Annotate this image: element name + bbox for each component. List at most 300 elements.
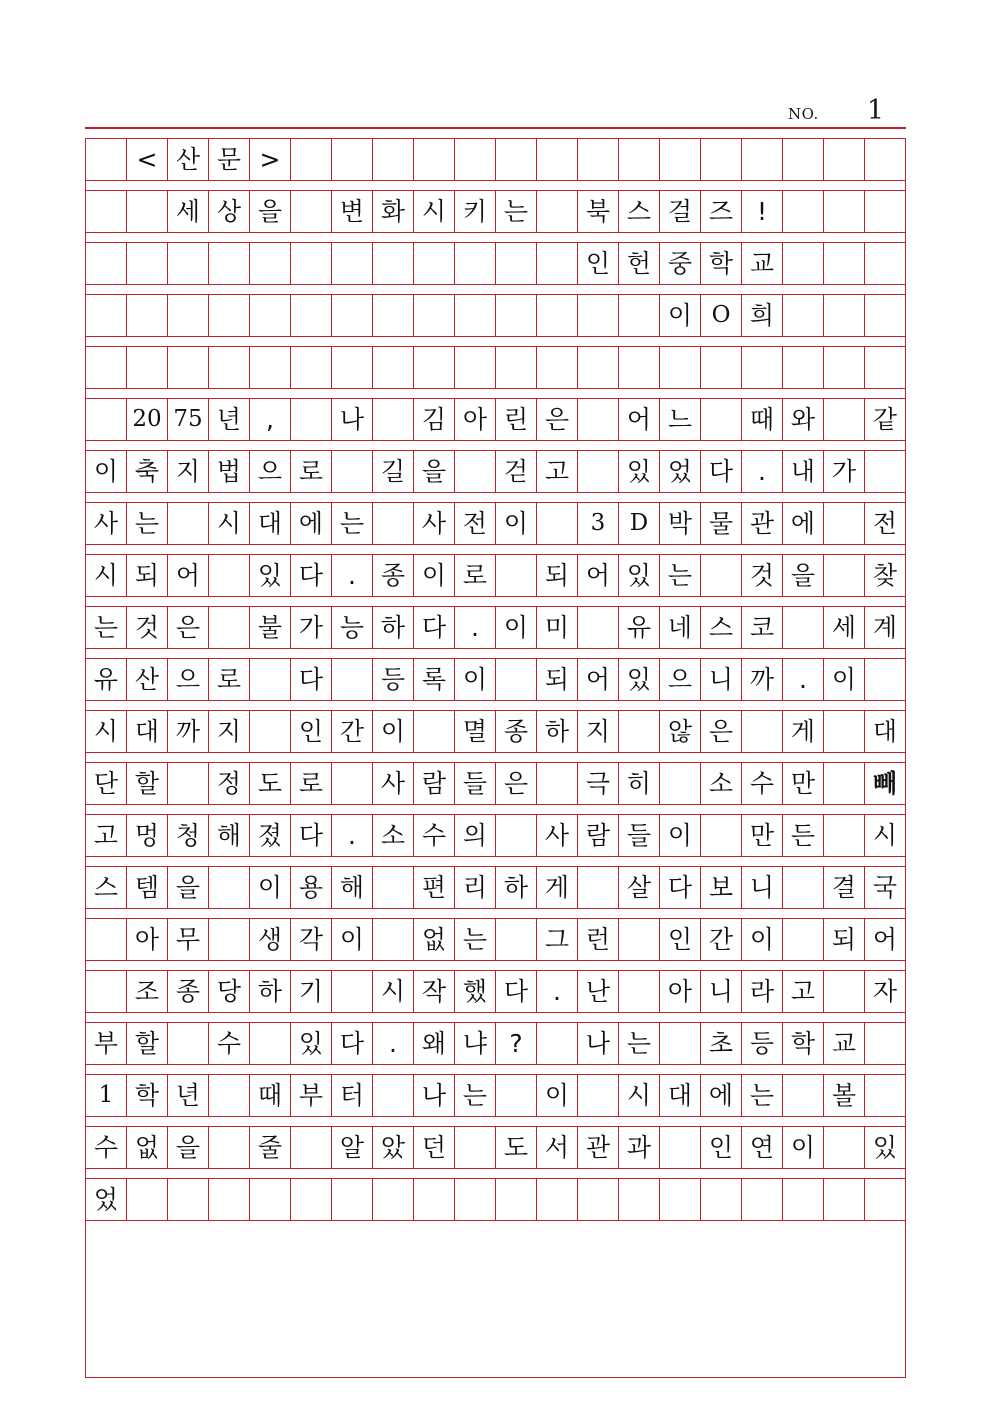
manuscript-cell: 로 [209, 659, 250, 700]
manuscript-row-separator [85, 181, 906, 190]
manuscript-cell: 헌 [619, 243, 660, 284]
manuscript-cell: 종 [373, 555, 414, 596]
manuscript-cell: 다 [291, 659, 332, 700]
manuscript-cell: O [701, 295, 742, 336]
manuscript-cell: 리 [455, 867, 496, 908]
manuscript-cell: 내 [783, 451, 824, 492]
manuscript-cell [619, 295, 660, 336]
manuscript-cell [127, 191, 168, 232]
manuscript-cell: 생 [250, 919, 291, 960]
manuscript-cell: 볼 [824, 1075, 865, 1116]
manuscript-cell [168, 503, 209, 544]
manuscript-cell: 히 [619, 763, 660, 804]
manuscript-cell: 사 [373, 763, 414, 804]
manuscript-cell [865, 295, 905, 336]
manuscript-row [85, 970, 906, 1013]
manuscript-cell: 있 [619, 659, 660, 700]
manuscript-cell: 은 [168, 607, 209, 648]
manuscript-cell [455, 139, 496, 180]
manuscript-row-separator [85, 233, 906, 242]
manuscript-cell: 등 [373, 659, 414, 700]
manuscript-cell [537, 1179, 578, 1220]
manuscript-cell [865, 451, 905, 492]
manuscript-cell [660, 139, 701, 180]
manuscript-cell [291, 1179, 332, 1220]
manuscript-cell: 멍 [127, 815, 168, 856]
manuscript-cell: . [537, 971, 578, 1012]
manuscript-cell: 소 [701, 763, 742, 804]
manuscript-cell: 법 [209, 451, 250, 492]
manuscript-cell [783, 295, 824, 336]
manuscript-cell: 연 [742, 1127, 783, 1168]
manuscript-cell [455, 295, 496, 336]
manuscript-cell: 았 [373, 1127, 414, 1168]
manuscript-cell: 을 [168, 1127, 209, 1168]
manuscript-cell: 들 [455, 763, 496, 804]
manuscript-cell: 스 [619, 191, 660, 232]
manuscript-cell [291, 139, 332, 180]
manuscript-cell [455, 1127, 496, 1168]
manuscript-cell: 되 [824, 919, 865, 960]
manuscript-cell: 했 [455, 971, 496, 1012]
manuscript-cell [86, 243, 127, 284]
manuscript-cell [578, 399, 619, 440]
manuscript-cell [86, 191, 127, 232]
manuscript-cell [209, 607, 250, 648]
manuscript-cell [496, 1075, 537, 1116]
manuscript-row-separator [85, 961, 906, 970]
manuscript-cell: 이 [332, 919, 373, 960]
manuscript-cell: 조 [127, 971, 168, 1012]
manuscript-cell: 아 [455, 399, 496, 440]
manuscript-cell: 전 [455, 503, 496, 544]
manuscript-cell: 수 [414, 815, 455, 856]
manuscript-cell: 부 [86, 1023, 127, 1064]
manuscript-cell: 계 [872, 613, 898, 642]
manuscript-cell: 스 [86, 867, 127, 908]
manuscript-cell [496, 555, 537, 596]
manuscript-cell: 변 [332, 191, 373, 232]
manuscript-cell: 가 [291, 607, 332, 648]
manuscript-cell: 청 [168, 815, 209, 856]
page-header [85, 95, 906, 126]
manuscript-row-separator [85, 597, 906, 606]
manuscript-cell: 그 [537, 919, 578, 960]
manuscript-cell [824, 1127, 865, 1168]
manuscript-row-separator [85, 285, 906, 294]
manuscript-cell [660, 763, 701, 804]
manuscript-cell [209, 295, 250, 336]
manuscript-cell [824, 347, 865, 388]
manuscript-cell [537, 139, 578, 180]
manuscript-cell: 같 [872, 405, 898, 434]
manuscript-cell: 코 [742, 607, 783, 648]
manuscript-row [85, 554, 906, 597]
manuscript-cell: 가 [824, 451, 865, 492]
manuscript-cell [824, 971, 865, 1012]
manuscript-cell: 시 [86, 711, 127, 752]
manuscript-cell: 는 [332, 503, 373, 544]
manuscript-cell [455, 243, 496, 284]
manuscript-cell: 미 [537, 607, 578, 648]
manuscript-cell [783, 243, 824, 284]
manuscript-row-separator [85, 441, 906, 450]
manuscript-cell [455, 347, 496, 388]
manuscript-row-separator [85, 545, 906, 554]
manuscript-cell: 니 [701, 659, 742, 700]
manuscript-row [85, 294, 906, 337]
manuscript-cell: 중 [660, 243, 701, 284]
manuscript-cell: 세 [168, 191, 209, 232]
manuscript-cell: 인 [701, 1127, 742, 1168]
manuscript-grid [85, 138, 906, 1378]
manuscript-cell: 무 [168, 919, 209, 960]
manuscript-cell [86, 919, 127, 960]
manuscript-cell [332, 295, 373, 336]
manuscript-cell [250, 711, 291, 752]
manuscript-cell [373, 243, 414, 284]
manuscript-cell [373, 867, 414, 908]
manuscript-row [85, 710, 906, 753]
manuscript-row-separator [85, 389, 906, 398]
manuscript-cell: 정 [209, 763, 250, 804]
manuscript-cell: 다 [414, 607, 455, 648]
manuscript-cell: 자 [872, 977, 898, 1006]
manuscript-row-separator [85, 909, 906, 918]
manuscript-cell [496, 919, 537, 960]
manuscript-cell [537, 763, 578, 804]
manuscript-cell: 아 [127, 919, 168, 960]
manuscript-cell [824, 243, 865, 284]
manuscript-cell: 을 [414, 451, 455, 492]
manuscript-row-separator [85, 805, 906, 814]
manuscript-cell [291, 243, 332, 284]
manuscript-cell: 없 [127, 1127, 168, 1168]
manuscript-row [85, 866, 906, 909]
manuscript-cell: 북 [578, 191, 619, 232]
manuscript-cell [209, 347, 250, 388]
manuscript-cell: 고 [86, 815, 127, 856]
manuscript-cell: 작 [414, 971, 455, 1012]
manuscript-cell: 으 [168, 659, 209, 700]
manuscript-cell [824, 555, 865, 596]
manuscript-cell: 의 [455, 815, 496, 856]
manuscript-cell: 난 [578, 971, 619, 1012]
manuscript-cell [496, 295, 537, 336]
manuscript-cell: 지 [168, 451, 209, 492]
manuscript-cell [250, 243, 291, 284]
manuscript-row [85, 138, 906, 181]
manuscript-cell [373, 503, 414, 544]
manuscript-cell: 년 [168, 1075, 209, 1116]
manuscript-cell: 는 [742, 1075, 783, 1116]
manuscript-cell [701, 399, 742, 440]
manuscript-cell: 시 [414, 191, 455, 232]
page-number-value: 1 [866, 95, 884, 126]
manuscript-cell: 까 [168, 711, 209, 752]
manuscript-cell: 해 [209, 815, 250, 856]
manuscript-cell: 축 [127, 451, 168, 492]
manuscript-cell: 기 [291, 971, 332, 1012]
manuscript-cell: 키 [455, 191, 496, 232]
manuscript-cell [865, 347, 905, 388]
manuscript-cell [250, 347, 291, 388]
manuscript-row [85, 502, 906, 545]
manuscript-cell [291, 1127, 332, 1168]
manuscript-cell [455, 451, 496, 492]
manuscript-cell: 을 [168, 867, 209, 908]
manuscript-cell [250, 1179, 291, 1220]
manuscript-cell: 린 [496, 399, 537, 440]
manuscript-cell [168, 1023, 209, 1064]
manuscript-cell [824, 1179, 865, 1220]
manuscript-cell [373, 919, 414, 960]
manuscript-cell [209, 555, 250, 596]
manuscript-cell: 학 [701, 243, 742, 284]
manuscript-cell [619, 139, 660, 180]
manuscript-cell: 있 [291, 1023, 332, 1064]
manuscript-cell: 은 [701, 711, 742, 752]
manuscript-cell [865, 659, 905, 700]
manuscript-cell: 이 [660, 295, 701, 336]
manuscript-cell [332, 763, 373, 804]
manuscript-cell [86, 347, 127, 388]
manuscript-cell: 산 [168, 139, 209, 180]
manuscript-cell [291, 347, 332, 388]
manuscript-cell: 으 [250, 451, 291, 492]
manuscript-cell [824, 295, 865, 336]
manuscript-cell: 간 [332, 711, 373, 752]
manuscript-cell: 길 [373, 451, 414, 492]
manuscript-cell [824, 191, 865, 232]
manuscript-cell: 은 [496, 763, 537, 804]
manuscript-cell: 용 [291, 867, 332, 908]
manuscript-cell: 대 [250, 503, 291, 544]
manuscript-cell: 대 [872, 717, 898, 746]
manuscript-cell: 있 [619, 451, 660, 492]
manuscript-cell: 문 [209, 139, 250, 180]
manuscript-cell: 인 [578, 243, 619, 284]
manuscript-row [85, 658, 906, 701]
manuscript-cell: 나 [578, 1023, 619, 1064]
manuscript-cell: 는 [86, 607, 127, 648]
manuscript-cell: 유 [86, 659, 127, 700]
manuscript-cell: 극 [578, 763, 619, 804]
manuscript-cell [127, 295, 168, 336]
manuscript-cell [537, 295, 578, 336]
manuscript-cell: 고 [537, 451, 578, 492]
manuscript-cell [578, 1179, 619, 1220]
manuscript-cell: 이 [496, 607, 537, 648]
manuscript-cell: 어 [578, 555, 619, 596]
manuscript-cell: 인 [291, 711, 332, 752]
manuscript-cell [414, 295, 455, 336]
manuscript-cell: 소 [373, 815, 414, 856]
manuscript-cell: 편 [414, 867, 455, 908]
manuscript-cell: 국 [872, 873, 898, 902]
manuscript-cell [865, 191, 905, 232]
manuscript-cell: 보 [701, 867, 742, 908]
manuscript-cell: 사 [414, 503, 455, 544]
manuscript-cell: 는 [455, 1075, 496, 1116]
header-divider-rule [85, 127, 906, 129]
manuscript-cell [865, 139, 905, 180]
manuscript-cell: 김 [414, 399, 455, 440]
manuscript-cell: 시 [209, 503, 250, 544]
manuscript-cell [783, 867, 824, 908]
manuscript-cell: 에 [291, 503, 332, 544]
manuscript-cell [537, 503, 578, 544]
manuscript-cell: 는 [455, 919, 496, 960]
manuscript-cell: 과 [619, 1127, 660, 1168]
manuscript-cell: 걸 [660, 191, 701, 232]
manuscript-cell: D [619, 503, 660, 544]
manuscript-cell: 수 [742, 763, 783, 804]
manuscript-cell [865, 1179, 905, 1220]
manuscript-cell [619, 971, 660, 1012]
manuscript-row-separator [85, 649, 906, 658]
manuscript-cell: 줄 [250, 1127, 291, 1168]
manuscript-cell: 이 [783, 1127, 824, 1168]
manuscript-cell [865, 1023, 905, 1064]
manuscript-cell: 관 [742, 503, 783, 544]
manuscript-cell [783, 347, 824, 388]
manuscript-cell [578, 1075, 619, 1116]
manuscript-cell: 에 [701, 1075, 742, 1116]
manuscript-cell [578, 139, 619, 180]
manuscript-cell: 었 [86, 1179, 127, 1220]
manuscript-cell: 시 [86, 555, 127, 596]
manuscript-cell: 왜 [414, 1023, 455, 1064]
manuscript-cell [824, 399, 865, 440]
manuscript-cell: 20 [127, 399, 168, 440]
manuscript-cell: 도 [250, 763, 291, 804]
manuscript-cell: 학 [783, 1023, 824, 1064]
manuscript-cell: 산 [127, 659, 168, 700]
manuscript-cell: 되 [537, 555, 578, 596]
manuscript-cell [127, 243, 168, 284]
manuscript-cell [414, 711, 455, 752]
manuscript-cell: 나 [414, 1075, 455, 1116]
manuscript-cell: 람 [414, 763, 455, 804]
manuscript-cell: 능 [332, 607, 373, 648]
manuscript-cell: 상 [209, 191, 250, 232]
manuscript-cell [824, 815, 865, 856]
manuscript-cell [824, 139, 865, 180]
manuscript-cell: 이 [250, 867, 291, 908]
manuscript-cell: 네 [660, 607, 701, 648]
manuscript-cell: 박 [660, 503, 701, 544]
manuscript-cell: 단 [86, 763, 127, 804]
manuscript-cell: 유 [619, 607, 660, 648]
manuscript-row [85, 814, 906, 857]
manuscript-cell: 이 [455, 659, 496, 700]
manuscript-cell: 것 [127, 607, 168, 648]
manuscript-cell: 세 [824, 607, 865, 648]
manuscript-cell [783, 1179, 824, 1220]
manuscript-cell [824, 503, 865, 544]
manuscript-cell [291, 295, 332, 336]
manuscript-cell [496, 243, 537, 284]
manuscript-cell: 게 [783, 711, 824, 752]
manuscript-cell [332, 347, 373, 388]
manuscript-cell [537, 243, 578, 284]
manuscript-cell: 이 [373, 711, 414, 752]
manuscript-cell: 라 [742, 971, 783, 1012]
manuscript-cell [373, 399, 414, 440]
manuscript-cell: 다 [291, 555, 332, 596]
manuscript-row [85, 606, 906, 649]
manuscript-cell: 다 [291, 815, 332, 856]
manuscript-cell: 템 [127, 867, 168, 908]
manuscript-cell: ! [742, 191, 783, 232]
manuscript-cell [783, 139, 824, 180]
manuscript-cell [660, 1023, 701, 1064]
manuscript-cell: . [783, 659, 824, 700]
manuscript-cell: > [250, 139, 291, 180]
manuscript-cell [701, 347, 742, 388]
manuscript-row [85, 1074, 906, 1117]
manuscript-cell [496, 815, 537, 856]
manuscript-cell: 와 [783, 399, 824, 440]
manuscript-cell: 당 [209, 971, 250, 1012]
manuscript-cell: 멸 [455, 711, 496, 752]
manuscript-cell [537, 347, 578, 388]
manuscript-cell: 할 [127, 763, 168, 804]
manuscript-cell [209, 243, 250, 284]
manuscript-cell [209, 1179, 250, 1220]
manuscript-cell: 는 [619, 1023, 660, 1064]
manuscript-cell: 도 [496, 1127, 537, 1168]
manuscript-cell: 까 [742, 659, 783, 700]
manuscript-cell: 사 [537, 815, 578, 856]
manuscript-cell: 다 [332, 1023, 373, 1064]
manuscript-cell: 을 [783, 555, 824, 596]
manuscript-cell: 교 [742, 243, 783, 284]
manuscript-cell [578, 607, 619, 648]
manuscript-cell: 이 [537, 1075, 578, 1116]
manuscript-cell [742, 347, 783, 388]
manuscript-cell: 년 [209, 399, 250, 440]
manuscript-row-separator [85, 1117, 906, 1126]
manuscript-cell: 인 [660, 919, 701, 960]
manuscript-cell [127, 347, 168, 388]
manuscript-empty-area [85, 1221, 906, 1378]
manuscript-cell [742, 711, 783, 752]
manuscript-cell: 시 [373, 971, 414, 1012]
manuscript-row [85, 918, 906, 961]
manuscript-cell: 등 [742, 1023, 783, 1064]
manuscript-cell: 나 [332, 399, 373, 440]
manuscript-cell [496, 659, 537, 700]
manuscript-cell: 이 [824, 659, 865, 700]
manuscript-cell [414, 1179, 455, 1220]
manuscript-cell: 으 [660, 659, 701, 700]
manuscript-cell: 1 [86, 1075, 127, 1116]
manuscript-cell [86, 971, 127, 1012]
manuscript-cell [373, 1075, 414, 1116]
manuscript-cell [209, 1127, 250, 1168]
manuscript-cell [332, 659, 373, 700]
manuscript-cell: 있 [872, 1133, 898, 1162]
manuscript-cell: 사 [86, 503, 127, 544]
manuscript-cell: 수 [209, 1023, 250, 1064]
manuscript-row-separator [85, 753, 906, 762]
manuscript-row-separator [85, 1013, 906, 1022]
manuscript-cell [660, 1179, 701, 1220]
manuscript-cell [783, 607, 824, 648]
manuscript-cell: 은 [537, 399, 578, 440]
